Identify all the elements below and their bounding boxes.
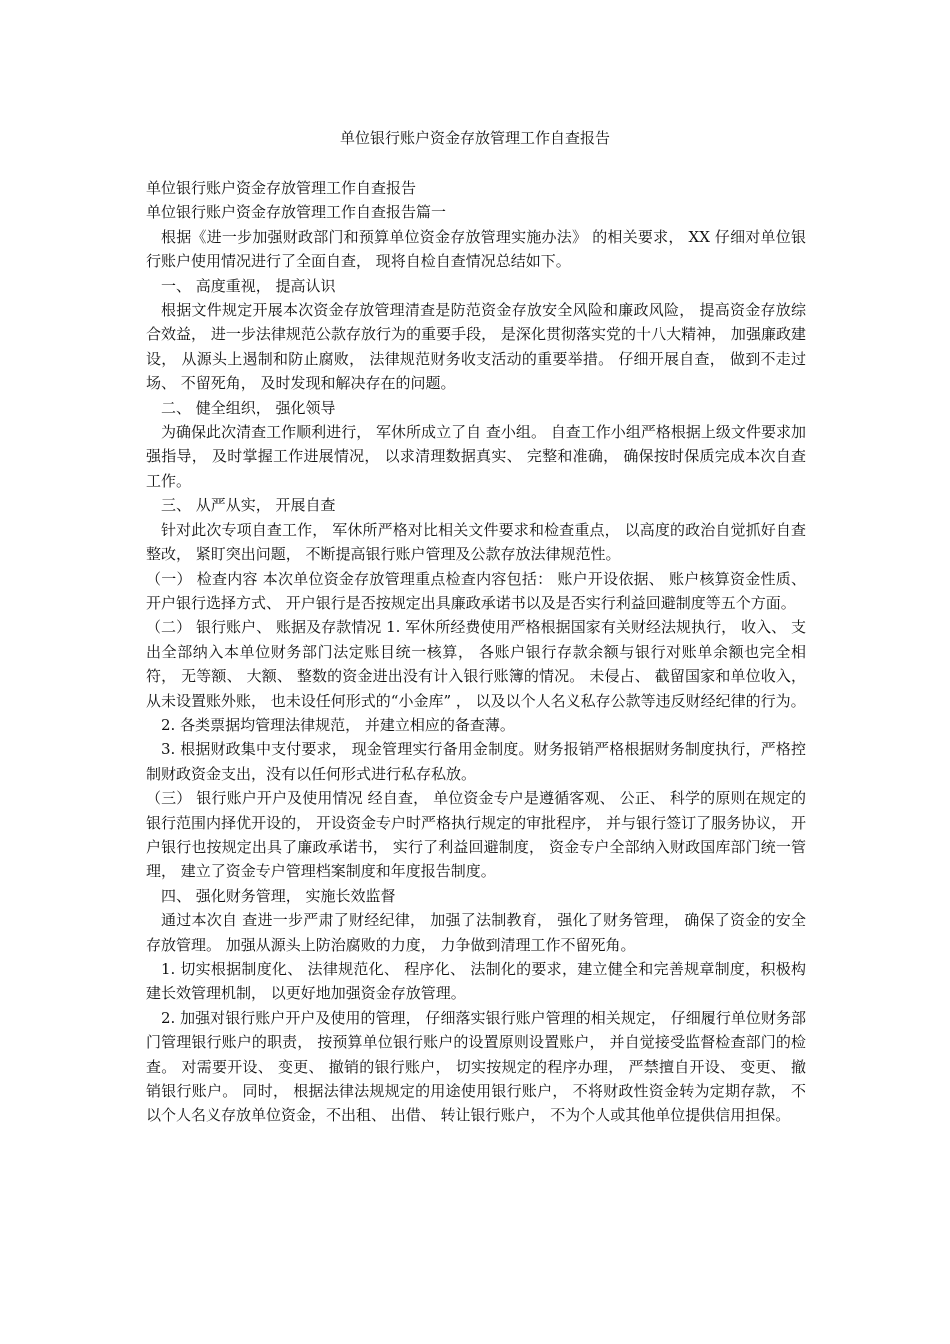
section-heading: 二、 健全组织， 强化领导 <box>161 398 336 417</box>
paragraph: 1. 切实根据制度化、 法律规范化、 程序化、 法制化的要求，建立健全和完善规章制度，积极构建长效管理机制， 以更好地加强资金存放管理。 <box>146 960 806 1003</box>
document-title: 单位银行账户资金存放管理工作自查报告 <box>339 129 610 147</box>
paragraph: 针对此次专项自查工作， 军休所严格对比相关文件要求和检查重点， 以高度的政治自觉抓好自查整改， 紧盯突出问题， 不断提高银行账户管理及公款存放法律规范性。 <box>146 520 806 564</box>
paragraph: 2. 各类票据均管理法律规范， 并建立相应的备查薄。 <box>161 715 515 734</box>
paragraph: 2. 加强对银行账户开户及使用的管理， 仔细落实银行账户管理的相关规定， 仔细履行单位财务部门管理银行账户的职责， 按预算单位银行账户的设置原则设置账户， 并自觉接受监督检查部门的检查。 对需要开设、 变更、 撤销的银行账户， 切实按规定的程序办理， 严禁擅自开设、 变更、 撤销银行账户。 同时， 根据法律法规规定的用途使用银行账户， 不将财政性资金转为定期存款， 不以个人名义存放单位资金，不出租、 出借、 转让银行账户， 不为个人或其他单位提供信用担保。 <box>146 1008 806 1125</box>
paragraph: 单位银行账户资金存放管理工作自查报告篇一 <box>146 203 447 222</box>
paragraph: 单位银行账户资金存放管理工作自查报告 <box>146 179 417 197</box>
paragraph: 3. 根据财政集中支付要求， 现金管理实行备用金制度。财务报销严格根据财务制度执行，严格控制财政资金支出，没有以任何形式进行私存私放。 <box>146 740 806 783</box>
paragraph: 根据文件规定开展本次资金存放管理清查是防范资金存放安全风险和廉政风险， 提高资金存放综合效益， 进一步法律规范公款存放行为的重要手段， 是深化贯彻落实党的十八大精神， 加强廉政建设， 从源头上遏制和防止腐败， 法律规范财务收支活动的重要举措。 仔细开展自查， 做到不走过场、 不留死角， 及时发现和解决存在的问题。 <box>146 301 806 393</box>
paragraph: 根据《进一步加强财政部门和预算单位资金存放管理实施办法》 的相关要求， XX 仔细对单位银行账户使用情况进行了全面自查， 现将自检自查情况总结如下。 <box>146 227 806 271</box>
paragraph: （三） 银行账户开户及使用情况 经自查， 单位资金专户是遵循客观、 公正、 科学的原则在规定的银行范围内择优开设的， 开设资金专户时严格执行规定的审批程序， 并与银行签订了服务协议， 开户银行也按规定出具了廉政承诺书， 实行了利益回避制度， 资金专户全部纳入财政国库部门统一管理， 建立了资金专户管理档案制度和年度报告制度。 <box>146 789 806 881</box>
section-heading: 一、 高度重视， 提高认识 <box>161 276 336 295</box>
paragraph: （一） 检查内容 本次单位资金存放管理重点检查内容包括： 账户开设依据、 账户核算资金性质、 开户银行选择方式、 开户银行是否按规定出具廉政承诺书以及是否实行利益回避制度等五个方面。 <box>146 569 806 612</box>
section-heading: 四、 强化财务管理， 实施长效监督 <box>161 886 396 905</box>
document-body <box>146 176 806 1128</box>
paragraph: 通过本次自 查进一步严肃了财经纪律， 加强了法制教育， 强化了财务管理， 确保了资金的安全存放管理。 加强从源头上防治腐败的力度， 力争做到清理工作不留死角。 <box>146 911 806 954</box>
paragraph: （二） 银行账户、 账据及存款情况 1. 军休所经费使用严格根据国家有关财经法规执行， 收入、 支出全部纳入本单位财务部门法定账目统一核算， 各账户银行存款余额与银行对账单余额也完全相符， 无等额、 大额、 整数的资金进出没有计入银行账簿的情况。 未侵占、 截留国家和单位收入， 从未设置账外账， 也未设任何形式的“小金库” ， 以及以个人名义私存公款等违反财经纪律的行为。 <box>146 618 806 710</box>
paragraph: 为确保此次清查工作顺利进行， 军休所成立了自 查小组。 自查工作小组严格根据上级文件要求加强指导， 及时掌握工作进展情况， 以求清理数据真实、 完整和准确， 确保按时保质完成本次自查工作。 <box>146 423 806 490</box>
section-heading: 三、 从严从实， 开展自查 <box>161 496 336 515</box>
